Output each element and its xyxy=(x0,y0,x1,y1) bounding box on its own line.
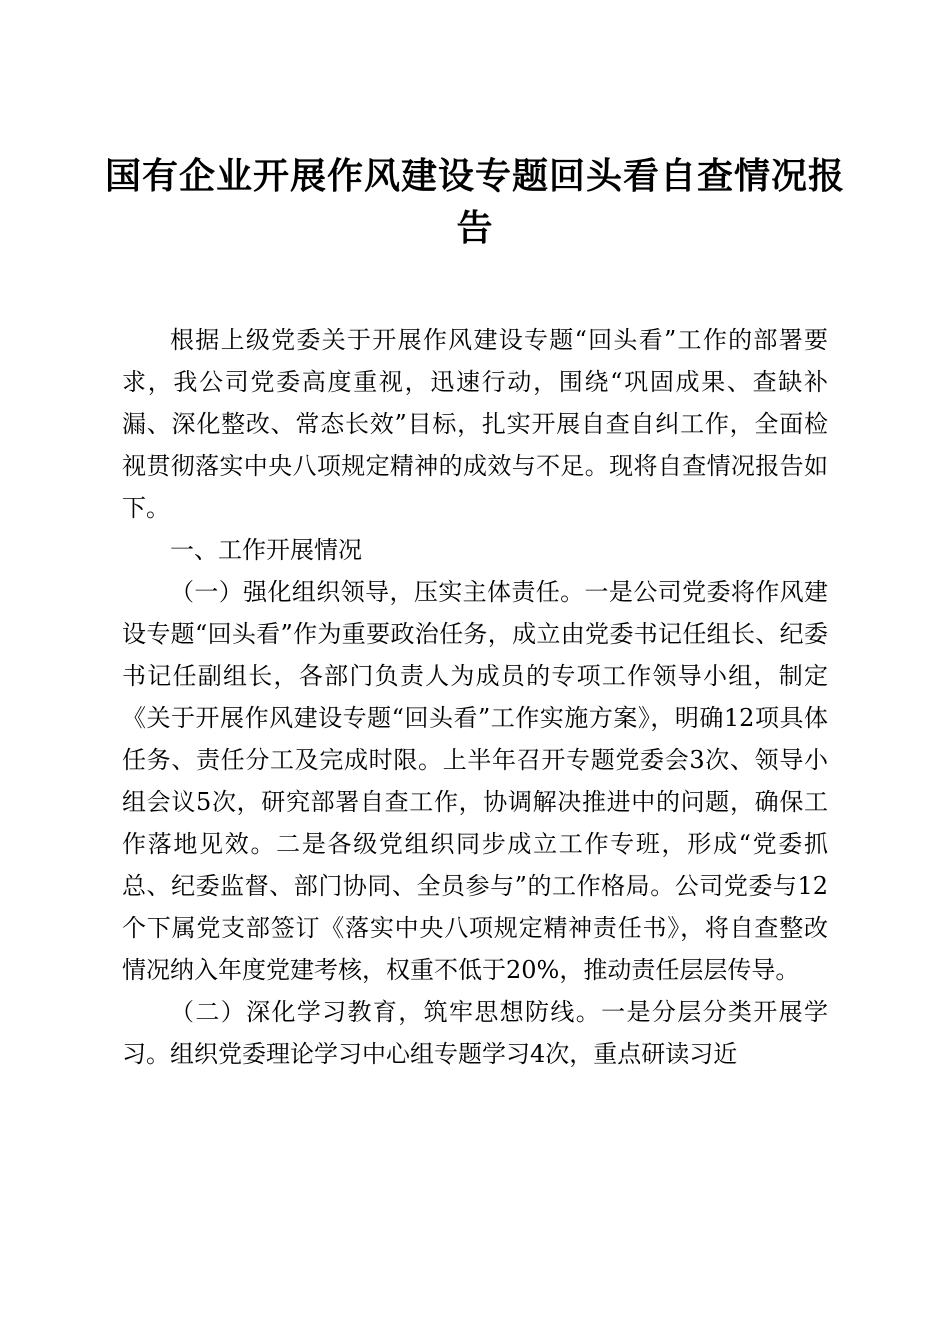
subsection-1-lead: （一）强化组织领导，压实主体责任。 xyxy=(170,578,585,606)
section-heading-1: 一、工作开展情况 xyxy=(170,536,362,564)
intro-paragraph: 根据上级党委关于开展作风建设专题“回头看”工作的部署要求，我公司党委高度重视，迅速行动，围绕“巩固成果、查缺补漏、深化整改、常态长效”目标，扎实开展自查自纠工作，全面检视贯彻落实中央八项规定精神的成效与不足。现将自查情况报告如下。 xyxy=(122,326,828,522)
subsection-2-paragraph xyxy=(122,991,828,1075)
document-body xyxy=(122,319,828,1075)
document-title: 国有企业开展作风建设专题回头看自查情况报告 xyxy=(104,155,845,249)
subsection-1-paragraph xyxy=(122,571,828,991)
subsection-1-body: 一是公司党委将作风建设专题“回头看”作为重要政治任务，成立由党委书记任组长、纪委书记任副组长，各部门负责人为成员的专项工作领导小组，制定《关于开展作风建设专题“回头看”工作实施方案》，明确12项具体任务、责任分工及完成时限。上半年召开专题党委会3次、领导小组会议5次，研究部署自查工作，协调解决推进中的问题，确保工作落地见效。二是各级党组织同步成立工作专班，形成“党委抓总、纪委监督、部门协同、全员参与”的工作格局。公司党委与12个下属党支部签订《落实中央八项规定精神责任书》，将自查整改情况纳入年度党建考核，权重不低于20%，推动责任层层传导。 xyxy=(122,578,829,984)
subsection-2-body: 一是分层分类开展学习。组织党委理论学习中心组专题学习4次，重点研读习近 xyxy=(122,998,829,1068)
subsection-2-lead: （二）深化学习教育，筑牢思想防线。 xyxy=(170,998,602,1026)
